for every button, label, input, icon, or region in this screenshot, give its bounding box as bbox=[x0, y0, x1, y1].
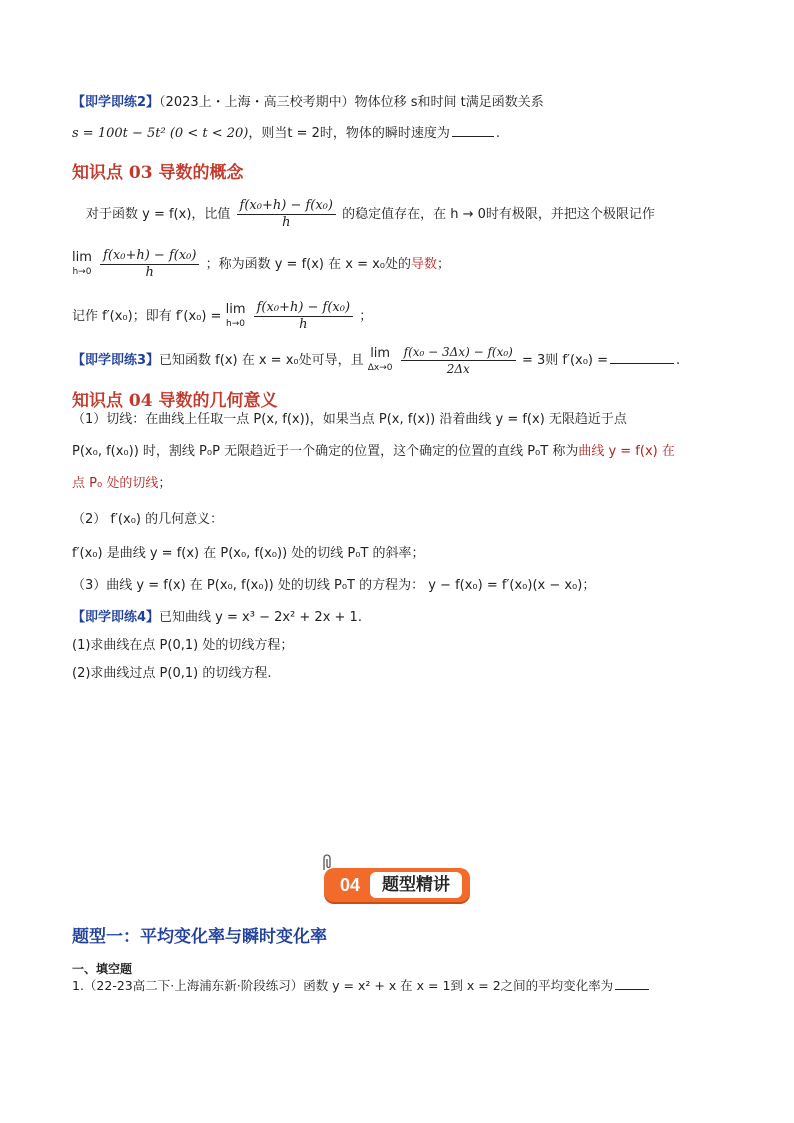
lim-sub-2: h→0 bbox=[226, 318, 246, 329]
practice3-line bbox=[72, 344, 734, 377]
tangent-term: 点 P₀ 处的切线 bbox=[72, 476, 159, 491]
practice2-tag: 【即学即练2】 bbox=[72, 95, 160, 110]
geo-l2-pre: P(x₀, f(x₀)) 时，割线 P₀P 无限趋近于一个确定的位置，这个确定的位置的直线 P₀T 称为 bbox=[72, 444, 579, 459]
concept-l1-pre: 对于函数 y = f(x)，比值 bbox=[86, 207, 231, 222]
practice2-source: （2023上・上海・高三校考期中） bbox=[159, 95, 355, 110]
topic1-title: 题型一：平均变化率与瞬时变化率 bbox=[72, 927, 327, 947]
practice2-line2 bbox=[72, 124, 734, 144]
difference-quotient-2 bbox=[100, 248, 199, 281]
practice3-fraction bbox=[401, 344, 516, 377]
concept-line3 bbox=[72, 300, 734, 333]
lim-sub-3: Δx→0 bbox=[367, 362, 393, 373]
lim-text-3: lim bbox=[370, 345, 391, 361]
geo-l2-red: 曲线 y = f(x) 在 bbox=[578, 444, 675, 459]
concept-line2 bbox=[72, 248, 734, 281]
limit-symbol-2 bbox=[226, 303, 246, 331]
concept-l3-pre: 记作 f′(x₀)；即有 f′(x₀) = bbox=[72, 309, 222, 324]
section-badge bbox=[320, 862, 472, 906]
section-04-title: 知识点 04 导数的几何意义 bbox=[72, 391, 278, 411]
frac-denominator-2: h bbox=[145, 265, 154, 280]
answer-blank-2 bbox=[610, 351, 674, 364]
geo-line2 bbox=[72, 442, 734, 462]
question1-text: 1.（22-23高二下·上海浦东新·阶段练习）函数 y = x² + x 在 x = 1到 x = 2之间的平均变化率为 bbox=[72, 978, 614, 993]
answer-blank-3 bbox=[615, 977, 649, 990]
practice4-q1: (1)求曲线在点 P(0,1) 处的切线方程； bbox=[72, 638, 294, 653]
practice2-line1 bbox=[72, 93, 734, 113]
difference-quotient-3 bbox=[254, 300, 353, 333]
answer-blank bbox=[452, 124, 494, 137]
concept-l2-post: ；称为函数 y = f(x) 在 x = x₀处的 bbox=[205, 257, 412, 272]
geo-line3 bbox=[72, 474, 734, 494]
limit-symbol-3 bbox=[368, 347, 393, 375]
practice2-text: 物体位移 s和时间 t满足函数关系 bbox=[354, 95, 544, 110]
part1-title: 一、填空题 bbox=[72, 962, 133, 976]
concept-l3-end: ； bbox=[359, 309, 373, 324]
practice3-tag: 【即学即练3】 bbox=[72, 353, 160, 368]
practice2-formula: s = 100t − 5t² (0 < t < 20) bbox=[72, 126, 249, 141]
frac-denominator-3: h bbox=[299, 317, 308, 332]
frac-numerator-3: f(x₀+h) − f(x₀) bbox=[254, 300, 353, 317]
practice4-line bbox=[72, 608, 734, 628]
difference-quotient bbox=[237, 198, 336, 231]
lim-sub: h→0 bbox=[72, 266, 92, 277]
practice3-num: f(x₀ − 3Δx) − f(x₀) bbox=[401, 344, 516, 361]
practice4-text: 已知曲线 y = x³ − 2x² + 2x + 1. bbox=[159, 610, 362, 625]
concept-l1-post: 的稳定值存在，在 h → 0时有极限，并把这个极限记作 bbox=[342, 207, 655, 222]
derivative-term: 导数 bbox=[411, 257, 438, 272]
practice3-pre: 已知函数 f(x) 在 x = x₀处可导，且 bbox=[159, 353, 364, 368]
practice4-q2: (2)求曲线过点 P(0,1) 的切线方程. bbox=[72, 666, 272, 681]
concept-l2-end: ； bbox=[437, 257, 451, 272]
geo-line5: f′(x₀) 是曲线 y = f(x) 在 P(x₀, f(x₀)) 处的切线 P₀T 的斜率； bbox=[72, 546, 425, 561]
badge-number: 04 bbox=[339, 875, 361, 895]
limit-symbol bbox=[72, 251, 92, 279]
section-03-title: 知识点 03 导数的概念 bbox=[72, 163, 244, 183]
frac-numerator-2: f(x₀+h) − f(x₀) bbox=[100, 248, 199, 265]
geo-l3-end: ； bbox=[158, 476, 172, 491]
lim-text: lim bbox=[72, 249, 92, 265]
question1 bbox=[72, 976, 734, 996]
geo-line1: （1）切线：在曲线上任取一点 P(x, f(x))，如果当点 P(x, f(x)) 沿着曲线 y = f(x) 无限趋近于点 bbox=[72, 412, 627, 427]
frac-numerator: f(x₀+h) − f(x₀) bbox=[237, 198, 336, 215]
practice3-end: . bbox=[676, 353, 681, 368]
practice2-end: . bbox=[495, 126, 501, 141]
concept-line1 bbox=[86, 198, 734, 231]
practice3-den: 2Δx bbox=[446, 362, 470, 376]
geo-line4: （2） f′(x₀) 的几何意义： bbox=[72, 512, 224, 527]
lim-text-2: lim bbox=[225, 301, 246, 317]
practice2-tail: ，则当t = 2时，物体的瞬时速度为 bbox=[248, 126, 450, 141]
practice4-tag: 【即学即练4】 bbox=[72, 610, 160, 625]
practice3-post: = 3则 f′(x₀) = bbox=[522, 353, 609, 368]
geo-line6: （3）曲线 y = f(x) 在 P(x₀, f(x₀)) 处的切线 P₀T 的方程为： y − f(x₀) = f′(x₀)(x − x₀)； bbox=[72, 578, 596, 593]
badge-label: 题型精讲 bbox=[370, 872, 462, 898]
frac-denominator: h bbox=[282, 215, 291, 230]
